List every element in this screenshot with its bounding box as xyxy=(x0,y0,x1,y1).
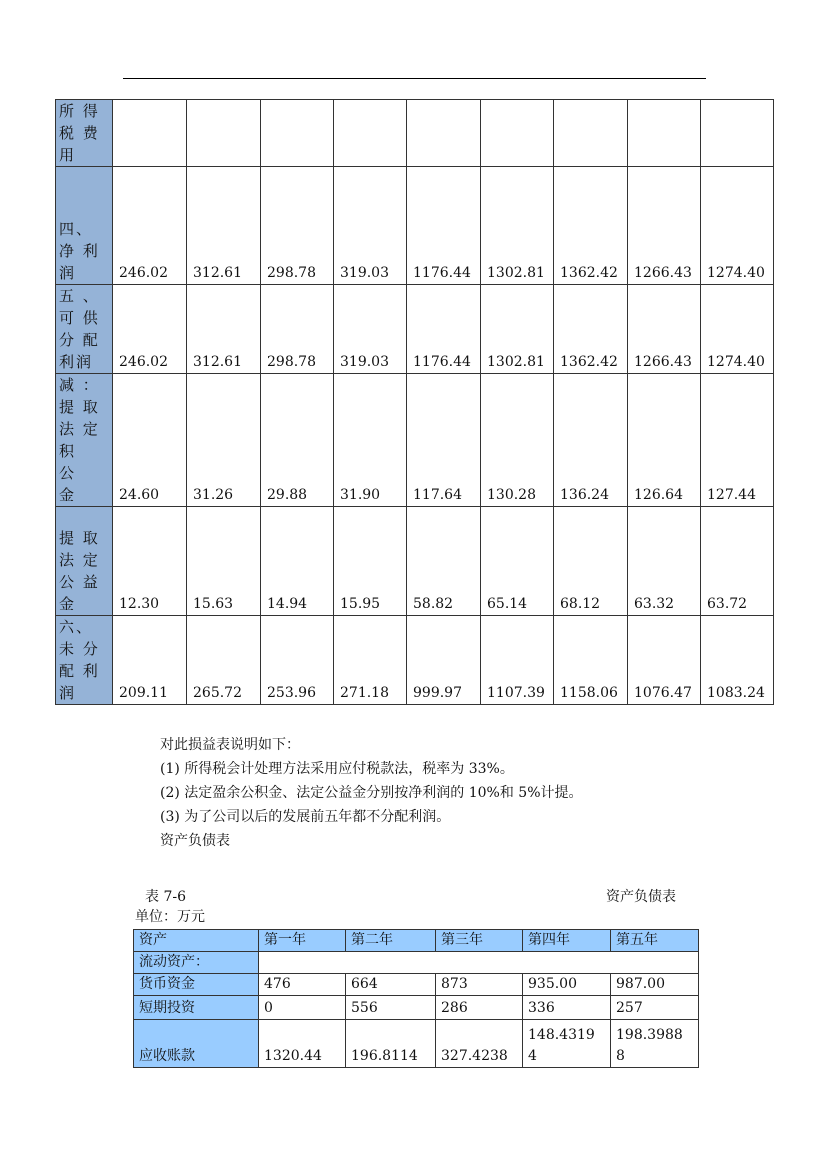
table-header-row xyxy=(134,930,699,952)
value-cell: 1274.40 xyxy=(701,285,774,374)
income-notes xyxy=(160,733,583,853)
header-cell: 第四年 xyxy=(523,930,611,952)
value-cell: 327.4238 xyxy=(436,1020,523,1068)
value-cell: 319.03 xyxy=(334,285,407,374)
value-cell: 63.72 xyxy=(701,507,774,616)
value-cell: 1274.40 xyxy=(701,167,774,285)
table-row xyxy=(56,507,774,616)
value-cell: 319.03 xyxy=(334,167,407,285)
value-cell: 1302.81 xyxy=(481,167,554,285)
value-cell: 1302.81 xyxy=(481,285,554,374)
value-cell: 117.64 xyxy=(407,374,481,507)
value-cell: 127.44 xyxy=(701,374,774,507)
row-label: 四、 净 利 润 xyxy=(56,167,113,285)
value-cell: 312.61 xyxy=(187,285,261,374)
value-cell xyxy=(187,100,261,167)
value-cell: 196.8114 xyxy=(346,1020,436,1068)
value-cell: 15.63 xyxy=(187,507,261,616)
value-cell: 148.4319 4 xyxy=(523,1020,611,1068)
value-cell: 336 xyxy=(523,996,611,1020)
value-cell: 935.00 xyxy=(523,974,611,996)
value-cell: 664 xyxy=(346,974,436,996)
value-cell: 253.96 xyxy=(261,616,334,705)
header-cell: 第一年 xyxy=(259,930,346,952)
table-row xyxy=(134,996,699,1020)
header-cell: 第二年 xyxy=(346,930,436,952)
empty-cell xyxy=(259,952,699,974)
note-line: (3) 为了公司以后的发展前五年都不分配利润。 xyxy=(160,809,451,825)
table-row xyxy=(56,100,774,167)
value-cell: 31.90 xyxy=(334,374,407,507)
value-cell: 31.26 xyxy=(187,374,261,507)
value-cell: 130.28 xyxy=(481,374,554,507)
value-cell: 68.12 xyxy=(554,507,628,616)
value-cell: 556 xyxy=(346,996,436,1020)
value-cell: 1107.39 xyxy=(481,616,554,705)
value-cell: 1266.43 xyxy=(628,285,701,374)
value-cell: 246.02 xyxy=(113,285,187,374)
row-label: 短期投资 xyxy=(134,996,259,1020)
table-number: 表 7-6 xyxy=(145,889,186,905)
value-cell xyxy=(334,100,407,167)
value-cell: 198.3988 8 xyxy=(611,1020,699,1068)
value-cell: 0 xyxy=(259,996,346,1020)
value-cell: 12.30 xyxy=(113,507,187,616)
row-label: 应收账款 xyxy=(134,1020,259,1068)
value-cell: 58.82 xyxy=(407,507,481,616)
unit-label: 单位：万元 xyxy=(135,909,205,925)
value-cell: 873 xyxy=(436,974,523,996)
value-cell: 312.61 xyxy=(187,167,261,285)
value-cell: 246.02 xyxy=(113,167,187,285)
value-cell: 209.11 xyxy=(113,616,187,705)
row-label: 货币资金 xyxy=(134,974,259,996)
row-label: 五 、 可 供 分 配 利润 xyxy=(56,285,113,374)
value-cell: 257 xyxy=(611,996,699,1020)
value-cell: 29.88 xyxy=(261,374,334,507)
value-cell xyxy=(628,100,701,167)
table-row xyxy=(56,616,774,705)
value-cell: 1158.06 xyxy=(554,616,628,705)
income-statement-table xyxy=(55,99,774,705)
value-cell: 1076.47 xyxy=(628,616,701,705)
value-cell xyxy=(113,100,187,167)
table-row xyxy=(56,374,774,507)
value-cell: 15.95 xyxy=(334,507,407,616)
value-cell xyxy=(407,100,481,167)
value-cell xyxy=(481,100,554,167)
value-cell: 1176.44 xyxy=(407,285,481,374)
value-cell: 286 xyxy=(436,996,523,1020)
value-cell: 265.72 xyxy=(187,616,261,705)
table-title: 资产负债表 xyxy=(606,889,676,905)
table-row xyxy=(134,1020,699,1068)
value-cell: 1176.44 xyxy=(407,167,481,285)
value-cell: 63.32 xyxy=(628,507,701,616)
value-cell: 1266.43 xyxy=(628,167,701,285)
note-line: 对此损益表说明如下： xyxy=(160,737,300,753)
value-cell: 476 xyxy=(259,974,346,996)
header-cell: 第三年 xyxy=(436,930,523,952)
value-cell: 126.64 xyxy=(628,374,701,507)
value-cell: 1362.42 xyxy=(554,167,628,285)
value-cell: 65.14 xyxy=(481,507,554,616)
section-label: 流动资产： xyxy=(134,952,259,974)
value-cell xyxy=(554,100,628,167)
row-label: 六、 未 分 配 利 润 xyxy=(56,616,113,705)
header-cell: 资产 xyxy=(134,930,259,952)
balance-sheet-table xyxy=(133,929,699,1068)
header-cell: 第五年 xyxy=(611,930,699,952)
value-cell: 136.24 xyxy=(554,374,628,507)
section-heading: 资产负债表 xyxy=(160,833,230,849)
value-cell xyxy=(701,100,774,167)
value-cell: 1083.24 xyxy=(701,616,774,705)
section-row xyxy=(134,952,699,974)
value-cell: 14.94 xyxy=(261,507,334,616)
value-cell xyxy=(261,100,334,167)
value-cell: 987.00 xyxy=(611,974,699,996)
value-cell: 298.78 xyxy=(261,167,334,285)
note-line: (1) 所得税会计处理方法采用应付税款法，税率为 33%。 xyxy=(160,761,514,777)
note-line: (2) 法定盈余公积金、法定公益金分别按净利润的 10%和 5%计提。 xyxy=(160,785,583,801)
row-label: 提 取 法 定 公 益 金 xyxy=(56,507,113,616)
table-row xyxy=(56,285,774,374)
row-label: 所 得 税 费 用 xyxy=(56,100,113,167)
header-rule xyxy=(123,78,706,79)
value-cell: 1320.44 xyxy=(259,1020,346,1068)
value-cell: 298.78 xyxy=(261,285,334,374)
value-cell: 1362.42 xyxy=(554,285,628,374)
value-cell: 24.60 xyxy=(113,374,187,507)
value-cell: 271.18 xyxy=(334,616,407,705)
value-cell: 999.97 xyxy=(407,616,481,705)
row-label: 减 ： 提 取 法 定 积 公 金 xyxy=(56,374,113,507)
table-row xyxy=(134,974,699,996)
table-row xyxy=(56,167,774,285)
